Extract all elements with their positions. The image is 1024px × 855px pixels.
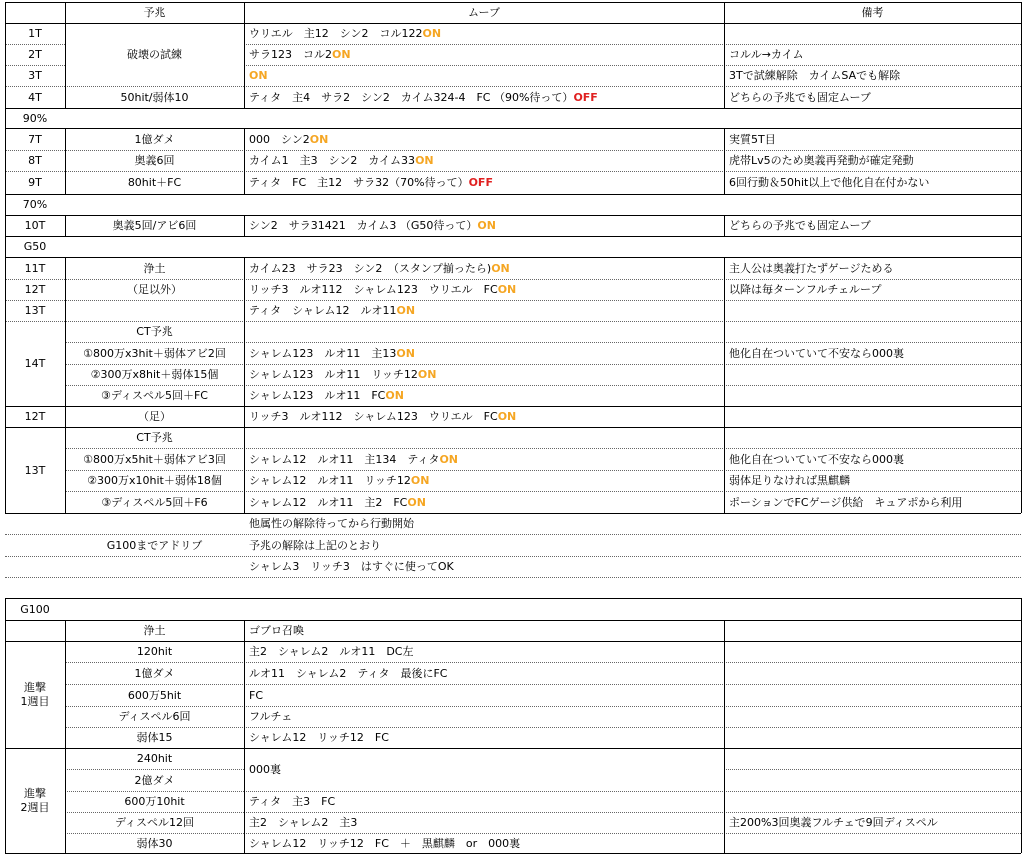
header-sign: 予兆	[143, 6, 166, 19]
sign-cell: 600万5hit	[127, 688, 182, 702]
move-cell	[244, 791, 724, 812]
column-border	[244, 2, 245, 108]
column-border	[1021, 598, 1022, 620]
row-border	[5, 194, 1021, 195]
note-cell	[724, 385, 1021, 406]
column-border	[724, 620, 725, 853]
move-cell	[244, 833, 724, 853]
row-divider	[244, 833, 1021, 834]
status-on: ON	[396, 346, 415, 360]
row-border	[5, 853, 1021, 854]
row-divider	[5, 534, 1021, 535]
header-move: ムーブ	[468, 6, 500, 19]
move-cell	[244, 684, 724, 706]
status-on: ON	[417, 368, 437, 381]
status-on: ON	[415, 154, 434, 167]
turn-cell: 8T	[28, 154, 42, 167]
row-divider	[5, 556, 1021, 557]
column-border	[244, 406, 245, 513]
note-cell	[724, 769, 1021, 791]
column-border	[5, 620, 6, 853]
turn-cell: 13T	[24, 463, 46, 477]
move-text: リッチ3 ルオ112 シャレム123 ウリエル FC	[249, 283, 498, 296]
note-cell: 主200%3回奥義フルチェで9回ディスペル	[729, 816, 938, 829]
note-cell: どちらの予兆でも固定ムーブ	[729, 90, 871, 104]
sign-cell: 破壊の試練	[127, 48, 182, 61]
column-border	[244, 215, 245, 236]
move-cell	[244, 150, 724, 171]
sign-cell: CT予兆	[136, 325, 173, 338]
column-border	[1021, 128, 1022, 194]
move-cell	[244, 641, 724, 662]
sign-cell: ②300万x8hit＋弱体15個	[90, 368, 219, 381]
move-cell	[244, 706, 724, 727]
sign-cell: 2億ダメ	[134, 773, 175, 787]
note-cell	[724, 684, 1021, 706]
status-on: ON	[497, 283, 517, 296]
move-text: FC	[249, 688, 264, 702]
turn-cell	[5, 641, 65, 748]
sign-cell: ③ディスペル5回＋F6	[101, 495, 208, 509]
column-border	[244, 620, 245, 853]
column-border	[724, 2, 725, 108]
column-border	[65, 620, 66, 853]
note-cell	[724, 833, 1021, 853]
section-70: 70%	[22, 198, 48, 211]
move-cell	[244, 44, 724, 65]
sign-cell: 奥義5回/アビ6回	[112, 219, 197, 232]
move-text: ルオ11 シャレム2 ティタ 最後にFC	[249, 666, 448, 680]
sign-cell: CT予兆	[136, 431, 173, 444]
move-text: シャレム123 ルオ11 主13	[249, 346, 397, 360]
column-border	[1021, 236, 1022, 257]
note-cell	[724, 300, 1021, 321]
row-divider	[5, 577, 1021, 578]
column-border	[1021, 108, 1022, 128]
sign-cell: （足以外）	[127, 283, 182, 296]
adlib-line: シャレム3 リッチ3 はすぐに使ってOK	[249, 560, 454, 573]
note-cell	[724, 706, 1021, 727]
sign-cell: 50hit/弱体10	[120, 90, 189, 104]
turn-cell: 2T	[28, 48, 42, 61]
status-on: ON	[497, 410, 517, 423]
move-text: シャレム12 ルオ11 主134 ティタ	[249, 452, 440, 466]
column-border	[65, 2, 66, 108]
column-border	[1021, 215, 1022, 236]
note-cell	[724, 727, 1021, 748]
move-text: ティタ 主4 サラ2 シン2 カイム324-4 FC （90%待って）	[249, 90, 574, 104]
sign-cell: 浄土	[143, 261, 166, 275]
note-cell	[724, 364, 1021, 385]
column-border	[1021, 2, 1022, 108]
turn-cell: 14T	[24, 357, 46, 370]
column-border	[1021, 194, 1022, 215]
column-border	[1021, 257, 1022, 406]
status-off: OFF	[573, 90, 598, 104]
move-cell	[244, 364, 724, 385]
note-cell: 以降は毎ターンフルチェループ	[729, 283, 882, 296]
section-g50: G50	[23, 240, 47, 253]
note-cell: 主人公は奥義打たずゲージためる	[729, 261, 894, 275]
status-on: ON	[249, 69, 268, 82]
move-cell	[244, 406, 724, 427]
sign-cell: ①800万x3hit＋弱体アビ2回	[83, 346, 226, 360]
move-cell	[244, 257, 724, 279]
sign-cell: ディスペル12回	[114, 816, 195, 829]
move-text: ゴブロ召喚	[249, 624, 304, 637]
column-border	[724, 215, 725, 236]
turn-cell: 9T	[28, 176, 42, 189]
move-text: ティタ シャレム12 ルオ11	[249, 304, 397, 317]
sign-cell: ③ディスペル5回＋FC	[101, 389, 208, 402]
move-cell	[244, 448, 724, 470]
move-text: カイム23 サラ23 シン2 （スタンプ揃ったら)	[249, 261, 492, 275]
move-cell	[244, 300, 724, 321]
column-border	[244, 128, 245, 194]
column-border	[724, 128, 725, 194]
column-border	[5, 215, 6, 236]
status-on: ON	[422, 27, 442, 40]
row-divider	[724, 769, 1021, 770]
move-text: 主2 シャレム2 主3	[249, 816, 358, 829]
move-cell	[244, 171, 724, 194]
move-cell	[244, 279, 724, 300]
move-text: リッチ3 ルオ112 シャレム123 ウリエル FC	[249, 410, 498, 423]
sign-cell: 弱体30	[136, 836, 173, 850]
sign-cell: 120hit	[136, 645, 173, 658]
sign-cell: 奥義6回	[134, 154, 175, 167]
turn-cell: 12T	[24, 283, 46, 296]
move-cell	[244, 491, 724, 513]
column-border	[5, 598, 6, 620]
status-off: OFF	[468, 176, 493, 189]
sign-cell: 600万10hit	[124, 795, 185, 808]
note-cell	[724, 23, 1021, 44]
turn-cell	[5, 748, 65, 853]
move-text: フルチェ	[249, 710, 293, 723]
turn-cell: 7T	[28, 132, 42, 146]
note-cell	[724, 427, 1021, 448]
move-cell	[244, 427, 724, 448]
move-text: ウリエル 主12 シン2 コル122	[249, 27, 423, 40]
note-cell: 他化自在ついていて不安なら000裏	[729, 346, 904, 360]
column-border	[5, 236, 6, 257]
column-border	[5, 194, 6, 215]
turn-line: 進撃	[24, 786, 46, 800]
sign-cell: 1億ダメ	[134, 666, 175, 680]
move-cell	[244, 748, 724, 791]
move-text: ティタ 主3 FC	[249, 795, 336, 808]
move-text: シャレム12 リッチ12 FC ＋ 黒麒麟 or 000裏	[249, 836, 521, 850]
move-cell	[244, 727, 724, 748]
column-border	[724, 257, 725, 406]
adlib-line: 他属性の解除待ってから行動開始	[249, 517, 414, 530]
sign-cell: ②300万x10hit＋弱体18個	[87, 474, 222, 487]
column-border	[65, 128, 66, 194]
turn-cell: 1T	[28, 27, 42, 40]
note-cell: 他化自在ついていて不安なら000裏	[729, 452, 904, 466]
note-cell: コルル→カイム	[729, 48, 804, 61]
move-text: シャレム123 ルオ11 リッチ12	[249, 368, 418, 381]
move-cell	[244, 128, 724, 150]
note-cell	[724, 406, 1021, 427]
note-cell: 実質5T目	[729, 132, 776, 146]
status-on: ON	[439, 452, 459, 466]
column-border	[1021, 406, 1022, 513]
status-on: ON	[332, 48, 351, 61]
move-cell	[244, 321, 724, 342]
note-cell	[724, 662, 1021, 684]
note-cell: どちらの予兆でも固定ムーブ	[729, 219, 871, 232]
note-cell: 6回行動＆50hit以上で他化自在付かない	[729, 176, 930, 189]
status-on: ON	[385, 389, 404, 402]
row-border	[5, 598, 1021, 599]
turn-cell: 4T	[28, 90, 42, 104]
move-cell	[244, 620, 724, 641]
turn-line: 2週目	[20, 800, 50, 814]
turn-cell: 12T	[24, 410, 46, 423]
move-cell	[244, 215, 724, 236]
adlib-line: 予兆の解除は上記のとおり	[249, 538, 381, 552]
sign-cell: 240hit	[136, 752, 173, 765]
move-text: シャレム12 ルオ11 主2 FC	[249, 495, 408, 509]
column-border	[65, 406, 66, 513]
move-text: シャレム123 ルオ11 FC	[249, 389, 386, 402]
turn-cell: 3T	[28, 69, 42, 82]
adlib-label: G100までアドリブ	[106, 538, 203, 552]
sign-cell: 弱体15	[136, 731, 173, 744]
move-cell	[244, 342, 724, 364]
sign-cell: ディスペル6回	[118, 710, 191, 723]
move-text: カイム1 主3 シン2 カイム33	[249, 154, 416, 167]
section-90: 90%	[22, 111, 48, 125]
turn-cell: 10T	[24, 219, 46, 232]
column-border	[5, 128, 6, 194]
move-text: 000 シン2	[249, 132, 310, 146]
column-border	[5, 2, 6, 108]
move-text: サラ123 コル2	[249, 48, 332, 61]
note-cell	[724, 748, 1021, 769]
row-divider	[244, 791, 1021, 792]
status-on: ON	[477, 219, 496, 232]
row-border	[5, 236, 1021, 237]
status-on: ON	[396, 304, 416, 317]
move-text: 000裏	[249, 763, 281, 776]
move-text: シン2 サラ31421 カイム3 （G50待って）	[249, 219, 478, 232]
move-cell	[244, 812, 724, 833]
note-cell: ポーションでFCゲージ供給 キュアポから利用	[729, 495, 963, 509]
turn-line: 進撃	[24, 680, 46, 694]
row-border	[5, 108, 1021, 109]
column-border	[5, 406, 6, 513]
column-border	[5, 108, 6, 128]
column-border	[244, 257, 245, 406]
column-border	[5, 257, 6, 406]
column-border	[65, 257, 66, 406]
sign-cell: 1億ダメ	[134, 132, 175, 146]
move-cell	[244, 23, 724, 44]
sign-cell	[65, 300, 244, 321]
move-cell	[244, 662, 724, 684]
note-cell	[724, 321, 1021, 342]
move-cell	[244, 470, 724, 491]
note-cell: 3Tで試練解除 カイムSAでも解除	[729, 69, 901, 82]
note-cell: 弱体足りなければ黒麒麟	[729, 474, 850, 487]
turn-cell: 11T	[24, 261, 46, 275]
note-cell	[724, 641, 1021, 662]
column-border	[1021, 620, 1022, 853]
sign-cell: 80hit＋FC	[127, 176, 182, 189]
column-border	[65, 215, 66, 236]
move-cell	[244, 385, 724, 406]
status-on: ON	[491, 261, 510, 275]
move-text: シャレム12 リッチ12 FC	[249, 731, 389, 744]
note-cell: 虎帯Lv5のため奥義再発動が確定発動	[729, 154, 914, 167]
note-cell	[724, 791, 1021, 812]
move-text: ティタ FC 主12 サラ32（70%待って）	[249, 176, 469, 189]
move-cell	[244, 65, 724, 86]
status-on: ON	[410, 474, 430, 487]
sign-cell: （足）	[138, 410, 171, 423]
turn-line: 1週目	[20, 694, 50, 708]
sign-cell: ①800万x5hit＋弱体アビ3回	[83, 452, 226, 466]
sign-cell: 浄土	[143, 624, 166, 637]
move-text: 主2 シャレム2 ルオ11 DC左	[249, 645, 414, 658]
move-text: シャレム12 ルオ11 リッチ12	[249, 474, 411, 487]
section-g100: G100	[20, 602, 50, 616]
move-cell	[244, 86, 724, 108]
turn-cell: 13T	[24, 304, 46, 317]
status-on: ON	[407, 495, 426, 509]
column-border	[724, 406, 725, 513]
status-on: ON	[309, 132, 329, 146]
row-divider	[244, 812, 1021, 813]
header-note: 備考	[861, 6, 884, 19]
